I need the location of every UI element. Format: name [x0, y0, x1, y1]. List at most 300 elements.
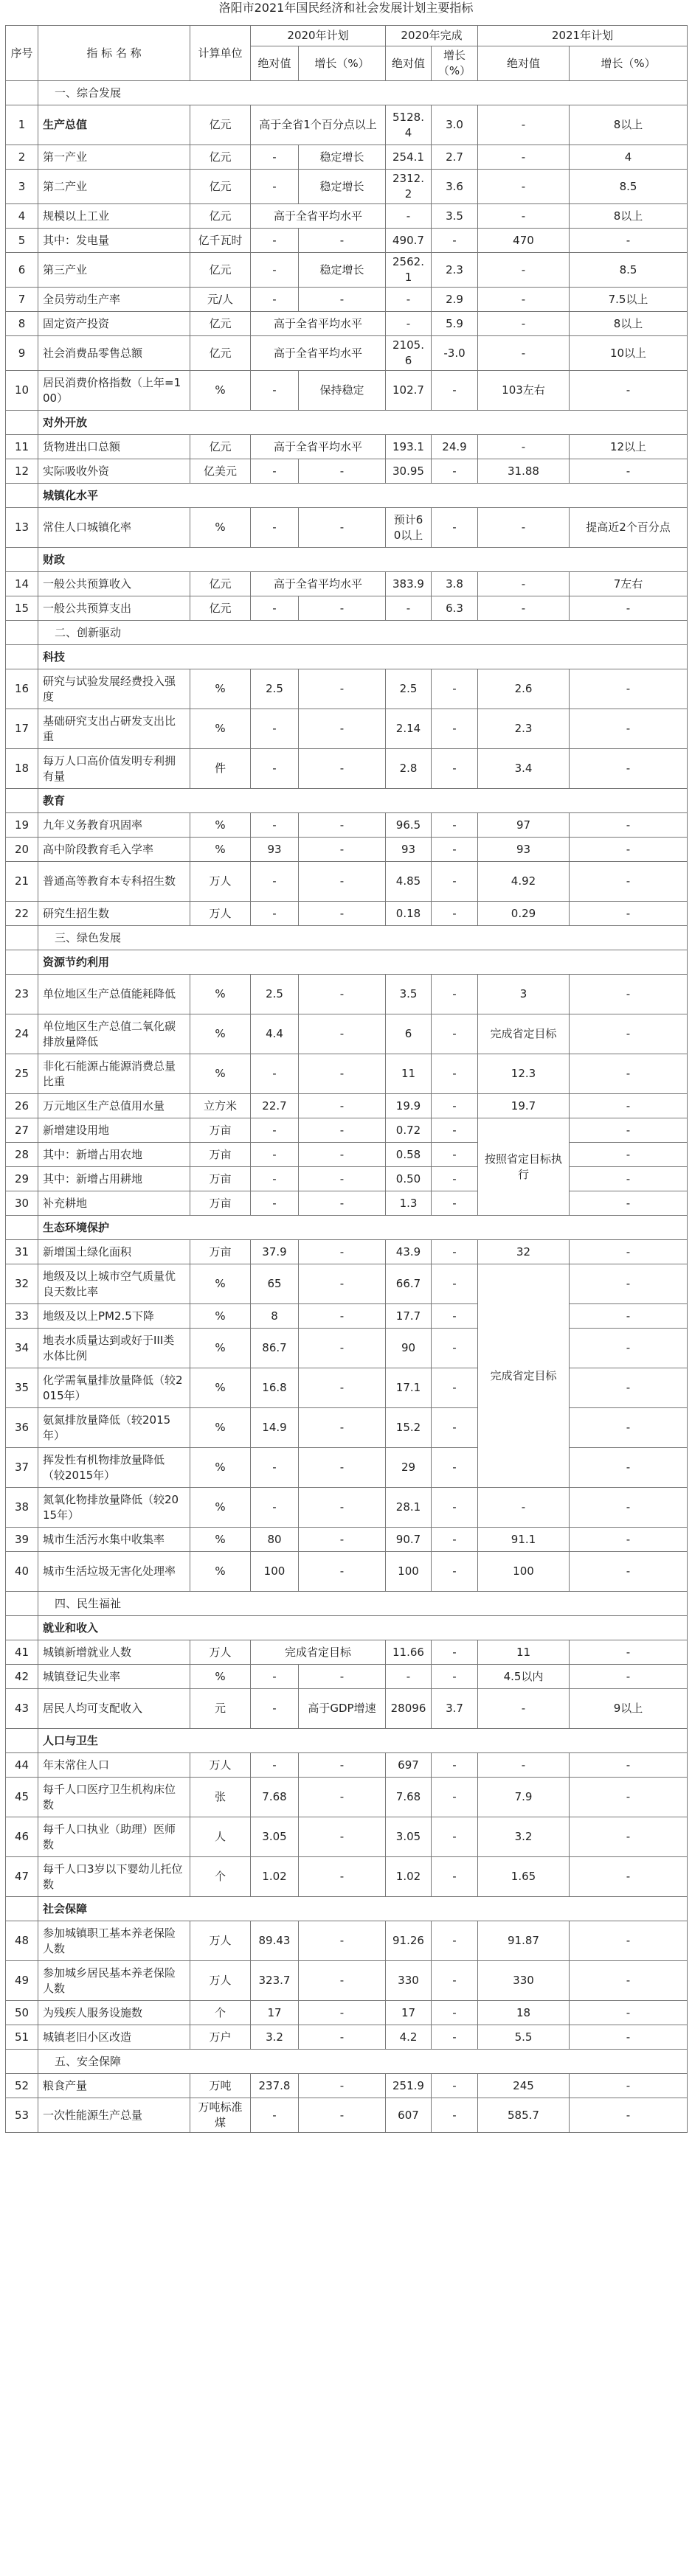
- plan-2020-growth: -: [299, 1143, 386, 1167]
- plan-2020-growth: -: [299, 838, 386, 862]
- row-name: 单位地区生产总值能耗降低: [38, 975, 190, 1014]
- plan-2020-abs: -: [251, 1448, 299, 1488]
- row-seq: [6, 645, 38, 669]
- row-seq: 23: [6, 975, 38, 1014]
- plan-2020-abs: -: [251, 1054, 299, 1094]
- row-unit: %: [190, 1528, 251, 1552]
- plan-2021-abs: 18: [478, 2001, 570, 2025]
- table-row: [6, 1921, 688, 1961]
- row-name: 粮食产量: [38, 2074, 190, 2098]
- done-2020-abs: 19.9: [386, 1094, 432, 1118]
- plan-2020-abs: 2.5: [251, 669, 299, 709]
- plan-2020-abs: 1.02: [251, 1857, 299, 1897]
- plan-2020-abs: -: [251, 1488, 299, 1528]
- done-2020-growth: -: [432, 1921, 478, 1961]
- row-seq: 44: [6, 1753, 38, 1778]
- row-name: 补充耕地: [38, 1191, 190, 1216]
- row-unit: 万亩: [190, 1167, 251, 1191]
- plan-2021-growth: 12以上: [570, 435, 688, 459]
- plan-2020-growth: -: [299, 975, 386, 1014]
- table-row: [6, 813, 688, 838]
- plan-2021-abs: -: [478, 312, 570, 336]
- row-unit: %: [190, 669, 251, 709]
- table-row: [6, 1961, 688, 2001]
- plan-2021-abs: 完成省定目标: [478, 1014, 570, 1054]
- plan-2021-growth: -: [570, 1167, 688, 1191]
- table-row: [6, 862, 688, 902]
- done-2020-growth: -: [432, 1368, 478, 1408]
- done-2020-abs: 28.1: [386, 1488, 432, 1528]
- done-2020-abs: 90: [386, 1329, 432, 1368]
- section-label: 就业和收入: [38, 1616, 688, 1640]
- row-unit: %: [190, 508, 251, 548]
- row-name: 每万人口高价值发明专利拥有量: [38, 749, 190, 789]
- done-2020-growth: -: [432, 229, 478, 253]
- plan-2021-growth: -: [570, 1961, 688, 2001]
- category-label: 一、综合发展: [38, 81, 688, 105]
- section-label: 财政: [38, 548, 688, 572]
- row-seq: 49: [6, 1961, 38, 2001]
- row-seq: 14: [6, 572, 38, 596]
- row-seq: 37: [6, 1448, 38, 1488]
- section-label: 科技: [38, 645, 688, 669]
- plan-2021-growth: -: [570, 862, 688, 902]
- row-unit: 万亩: [190, 1143, 251, 1167]
- done-2020-growth: -: [432, 1118, 478, 1143]
- plan-2020-combined: 高于全省1个百分点以上: [251, 105, 386, 145]
- plan-2021-growth: -: [570, 1640, 688, 1665]
- plan-2021-abs: 585.7: [478, 2098, 570, 2133]
- plan-2021-growth: 8.5: [570, 170, 688, 204]
- plan-2021-growth: -: [570, 2098, 688, 2133]
- plan-2021-abs: -: [478, 572, 570, 596]
- row-name: 挥发性有机物排放量降低（较2015年）: [38, 1448, 190, 1488]
- done-2020-growth: -: [432, 1304, 478, 1329]
- done-2020-abs: 预计60以上: [386, 508, 432, 548]
- row-name: 氮氧化物排放量降低（较2015年）: [38, 1488, 190, 1528]
- plan-2021-growth: -: [570, 2074, 688, 2098]
- done-2020-abs: 28096: [386, 1689, 432, 1729]
- table-row: [6, 1408, 688, 1448]
- row-name: 非化石能源占能源消费总量比重: [38, 1054, 190, 1094]
- row-seq: 3: [6, 170, 38, 204]
- row-seq: 26: [6, 1094, 38, 1118]
- plan-2021-growth: -: [570, 2025, 688, 2050]
- done-2020-abs: -: [386, 312, 432, 336]
- plan-2021-abs: -: [478, 435, 570, 459]
- table-row: [6, 975, 688, 1014]
- plan-2021-abs: -: [478, 170, 570, 204]
- section-label: 城镇化水平: [38, 484, 688, 508]
- plan-2020-abs: -: [251, 253, 299, 288]
- header-abs: 绝对值: [251, 46, 299, 81]
- plan-2021-abs: 0.29: [478, 902, 570, 926]
- section-row: [6, 645, 688, 669]
- plan-2021-abs: 19.7: [478, 1094, 570, 1118]
- table-row: [6, 1329, 688, 1368]
- row-unit: %: [190, 1552, 251, 1592]
- row-seq: 21: [6, 862, 38, 902]
- done-2020-abs: 2.14: [386, 709, 432, 749]
- row-unit: 万吨标准煤: [190, 2098, 251, 2133]
- plan-2020-growth: -: [299, 1304, 386, 1329]
- row-unit: %: [190, 1665, 251, 1689]
- done-2020-abs: 2562.1: [386, 253, 432, 288]
- plan-2021-abs: 11: [478, 1640, 570, 1665]
- table-row: [6, 1448, 688, 1488]
- row-unit: 立方米: [190, 1094, 251, 1118]
- row-name: 货物进出口总额: [38, 435, 190, 459]
- done-2020-growth: -: [432, 1448, 478, 1488]
- row-name: 地级及以上城市空气质量优良天数比率: [38, 1264, 190, 1304]
- done-2020-abs: 607: [386, 2098, 432, 2133]
- row-seq: 42: [6, 1665, 38, 1689]
- row-unit: 张: [190, 1778, 251, 1817]
- row-name: 常住人口城镇化率: [38, 508, 190, 548]
- row-seq: [6, 411, 38, 435]
- header-growth: 增长（%）: [299, 46, 386, 81]
- plan-2021-abs: 按照省定目标执行: [478, 1118, 570, 1216]
- plan-2020-growth: -: [299, 1857, 386, 1897]
- done-2020-growth: -: [432, 1528, 478, 1552]
- plan-2020-growth: 保持稳定: [299, 371, 386, 411]
- plan-2021-abs: -: [478, 288, 570, 312]
- done-2020-growth: -: [432, 975, 478, 1014]
- row-seq: 48: [6, 1921, 38, 1961]
- done-2020-growth: -: [432, 862, 478, 902]
- plan-2020-growth: -: [299, 1817, 386, 1857]
- plan-2020-abs: -: [251, 229, 299, 253]
- row-seq: 25: [6, 1054, 38, 1094]
- header-name: 指 标 名 称: [38, 26, 190, 81]
- section-row: [6, 1897, 688, 1921]
- row-unit: 万人: [190, 1640, 251, 1665]
- table-row: [6, 1665, 688, 1689]
- row-seq: 9: [6, 336, 38, 371]
- table-row: [6, 435, 688, 459]
- row-name: 城镇新增就业人数: [38, 1640, 190, 1665]
- plan-2021-growth: -: [570, 1264, 688, 1304]
- plan-2021-growth: -: [570, 1368, 688, 1408]
- plan-2021-abs: 1.65: [478, 1857, 570, 1897]
- row-seq: 41: [6, 1640, 38, 1665]
- row-name: 城镇老旧小区改造: [38, 2025, 190, 2050]
- row-seq: 32: [6, 1264, 38, 1304]
- done-2020-abs: 91.26: [386, 1921, 432, 1961]
- plan-2021-abs: 5.5: [478, 2025, 570, 2050]
- plan-2021-growth: -: [570, 838, 688, 862]
- done-2020-growth: 2.3: [432, 253, 478, 288]
- plan-2021-growth: -: [570, 1552, 688, 1592]
- category-row: [6, 926, 688, 950]
- done-2020-growth: -3.0: [432, 336, 478, 371]
- done-2020-abs: 330: [386, 1961, 432, 2001]
- category-row: [6, 81, 688, 105]
- row-seq: 45: [6, 1778, 38, 1817]
- plan-2020-growth: -: [299, 1528, 386, 1552]
- plan-2020-growth: -: [299, 2001, 386, 2025]
- table-row: [6, 1528, 688, 1552]
- row-unit: %: [190, 975, 251, 1014]
- plan-2021-growth: -: [570, 902, 688, 926]
- category-label: 四、民生福祉: [38, 1592, 688, 1616]
- plan-2020-growth: -: [299, 229, 386, 253]
- row-seq: 51: [6, 2025, 38, 2050]
- plan-2020-growth: -: [299, 2074, 386, 2098]
- done-2020-abs: 3.05: [386, 1817, 432, 1857]
- table-row: [6, 371, 688, 411]
- table-row: [6, 2098, 688, 2133]
- plan-2021-growth: -: [570, 1118, 688, 1143]
- plan-2020-abs: 89.43: [251, 1921, 299, 1961]
- row-name: 其中：发电量: [38, 229, 190, 253]
- plan-2021-abs: -: [478, 596, 570, 621]
- plan-2021-abs: 91.1: [478, 1528, 570, 1552]
- plan-2021-abs: 97: [478, 813, 570, 838]
- table-row: [6, 1817, 688, 1857]
- table-row: [6, 288, 688, 312]
- table-row: [6, 204, 688, 229]
- row-name: 实际吸收外资: [38, 459, 190, 484]
- plan-2021-abs: 31.88: [478, 459, 570, 484]
- done-2020-growth: -: [432, 1167, 478, 1191]
- done-2020-growth: -: [432, 2098, 478, 2133]
- row-seq: 20: [6, 838, 38, 862]
- row-name: 参加城乡居民基本养老保险人数: [38, 1961, 190, 2001]
- plan-2021-abs: 2.6: [478, 669, 570, 709]
- plan-2021-growth: -: [570, 596, 688, 621]
- plan-2020-abs: 93: [251, 838, 299, 862]
- row-name: 研究生招生数: [38, 902, 190, 926]
- plan-2020-growth: 稳定增长: [299, 253, 386, 288]
- plan-2020-growth: 高于GDP增速: [299, 1689, 386, 1729]
- row-unit: 万人: [190, 1961, 251, 2001]
- plan-2021-abs: -: [478, 204, 570, 229]
- row-name: 第一产业: [38, 145, 190, 170]
- category-row: [6, 1592, 688, 1616]
- row-name: 其中：新增占用耕地: [38, 1167, 190, 1191]
- table-row: [6, 1368, 688, 1408]
- plan-2020-growth: -: [299, 1552, 386, 1592]
- plan-2021-growth: -: [570, 1408, 688, 1448]
- done-2020-abs: 1.02: [386, 1857, 432, 1897]
- row-name: 氨氮排放量降低（较2015年）: [38, 1408, 190, 1448]
- plan-2020-growth: -: [299, 902, 386, 926]
- plan-2020-abs: -: [251, 749, 299, 789]
- row-seq: 24: [6, 1014, 38, 1054]
- done-2020-growth: -: [432, 1640, 478, 1665]
- plan-2020-abs: 17: [251, 2001, 299, 2025]
- row-seq: 7: [6, 288, 38, 312]
- done-2020-abs: 11.66: [386, 1640, 432, 1665]
- plan-2021-growth: 10以上: [570, 336, 688, 371]
- row-name: 地表水质量达到或好于III类水体比例: [38, 1329, 190, 1368]
- plan-2020-abs: -: [251, 1753, 299, 1778]
- table-row: [6, 1167, 688, 1191]
- row-seq: 38: [6, 1488, 38, 1528]
- row-seq: 13: [6, 508, 38, 548]
- done-2020-abs: 697: [386, 1753, 432, 1778]
- row-seq: 33: [6, 1304, 38, 1329]
- done-2020-abs: 17.1: [386, 1368, 432, 1408]
- row-name: 城市生活垃圾无害化处理率: [38, 1552, 190, 1592]
- row-name: 地级及以上PM2.5下降: [38, 1304, 190, 1329]
- done-2020-abs: 5128.4: [386, 105, 432, 145]
- header-seq: 序号: [6, 26, 38, 81]
- plan-2021-growth: -: [570, 669, 688, 709]
- row-unit: 万户: [190, 2025, 251, 2050]
- header-plan-2020: 2020年计划: [251, 26, 386, 46]
- row-unit: 万吨: [190, 2074, 251, 2098]
- done-2020-growth: 6.3: [432, 596, 478, 621]
- row-seq: [6, 1216, 38, 1240]
- plan-2020-abs: -: [251, 459, 299, 484]
- done-2020-abs: 1.3: [386, 1191, 432, 1216]
- row-unit: %: [190, 1054, 251, 1094]
- row-unit: 万亩: [190, 1118, 251, 1143]
- done-2020-growth: -: [432, 1961, 478, 2001]
- header-abs: 绝对值: [478, 46, 570, 81]
- done-2020-growth: -: [432, 2074, 478, 2098]
- done-2020-abs: 66.7: [386, 1264, 432, 1304]
- plan-2021-growth: -: [570, 1817, 688, 1857]
- row-seq: 10: [6, 371, 38, 411]
- row-seq: [6, 81, 38, 105]
- category-row: [6, 2050, 688, 2074]
- plan-2020-abs: -: [251, 371, 299, 411]
- plan-2021-growth: -: [570, 1448, 688, 1488]
- done-2020-abs: 15.2: [386, 1408, 432, 1448]
- plan-2021-abs: 4.92: [478, 862, 570, 902]
- plan-2020-combined: 高于全省平均水平: [251, 204, 386, 229]
- done-2020-abs: 490.7: [386, 229, 432, 253]
- plan-2020-combined: 高于全省平均水平: [251, 336, 386, 371]
- row-seq: 11: [6, 435, 38, 459]
- section-row: [6, 548, 688, 572]
- done-2020-abs: 102.7: [386, 371, 432, 411]
- table-row: [6, 1778, 688, 1817]
- row-unit: 亿元: [190, 170, 251, 204]
- row-seq: 53: [6, 2098, 38, 2133]
- row-name: 基础研究支出占研发支出比重: [38, 709, 190, 749]
- row-seq: 52: [6, 2074, 38, 2098]
- row-seq: [6, 548, 38, 572]
- row-seq: 36: [6, 1408, 38, 1448]
- table-row: [6, 1094, 688, 1118]
- plan-2020-growth: -: [299, 669, 386, 709]
- row-seq: [6, 1616, 38, 1640]
- table-row: [6, 1054, 688, 1094]
- row-unit: %: [190, 1329, 251, 1368]
- section-row: [6, 950, 688, 975]
- row-unit: %: [190, 1448, 251, 1488]
- plan-2020-abs: 3.2: [251, 2025, 299, 2050]
- row-unit: %: [190, 709, 251, 749]
- plan-2021-abs: -: [478, 508, 570, 548]
- plan-2021-growth: -: [570, 1329, 688, 1368]
- table-row: [6, 596, 688, 621]
- done-2020-abs: 0.58: [386, 1143, 432, 1167]
- section-row: [6, 1616, 688, 1640]
- done-2020-abs: 43.9: [386, 1240, 432, 1264]
- done-2020-growth: -: [432, 813, 478, 838]
- done-2020-growth: -: [432, 2001, 478, 2025]
- row-seq: 15: [6, 596, 38, 621]
- table-row: [6, 105, 688, 145]
- row-unit: 元/人: [190, 288, 251, 312]
- done-2020-growth: -: [432, 1665, 478, 1689]
- plan-2021-abs: 3.4: [478, 749, 570, 789]
- row-name: 第三产业: [38, 253, 190, 288]
- row-name: 一次性能源生产总量: [38, 2098, 190, 2133]
- done-2020-growth: 3.5: [432, 204, 478, 229]
- plan-2021-growth: -: [570, 813, 688, 838]
- plan-2021-abs: 3.2: [478, 1817, 570, 1857]
- plan-2021-abs: 4.5以内: [478, 1665, 570, 1689]
- plan-2020-abs: -: [251, 170, 299, 204]
- plan-2021-growth: 8以上: [570, 204, 688, 229]
- plan-2021-abs: -: [478, 1488, 570, 1528]
- row-seq: 2: [6, 145, 38, 170]
- plan-2020-abs: -: [251, 902, 299, 926]
- done-2020-growth: -: [432, 1552, 478, 1592]
- section-row: [6, 484, 688, 508]
- done-2020-growth: -: [432, 709, 478, 749]
- indicator-table: [5, 25, 688, 2133]
- done-2020-growth: -: [432, 1817, 478, 1857]
- row-seq: 34: [6, 1329, 38, 1368]
- row-seq: [6, 950, 38, 975]
- row-unit: 亿元: [190, 572, 251, 596]
- section-row: [6, 789, 688, 813]
- done-2020-abs: 4.2: [386, 2025, 432, 2050]
- done-2020-growth: -: [432, 1488, 478, 1528]
- plan-2020-growth: -: [299, 1408, 386, 1448]
- category-label: 二、创新驱动: [38, 621, 688, 645]
- plan-2021-abs: 2.3: [478, 709, 570, 749]
- plan-2021-growth: -: [570, 749, 688, 789]
- table-row: [6, 145, 688, 170]
- plan-2020-abs: -: [251, 1143, 299, 1167]
- plan-2020-abs: 37.9: [251, 1240, 299, 1264]
- plan-2021-growth: -: [570, 1304, 688, 1329]
- table-row: [6, 1753, 688, 1778]
- plan-2021-growth: 8.5: [570, 253, 688, 288]
- plan-2021-growth: -: [570, 1143, 688, 1167]
- table-row: [6, 508, 688, 548]
- table-row: [6, 229, 688, 253]
- done-2020-growth: -: [432, 1014, 478, 1054]
- section-label: 生态环境保护: [38, 1216, 688, 1240]
- plan-2020-abs: -: [251, 508, 299, 548]
- done-2020-growth: -: [432, 1054, 478, 1094]
- section-row: [6, 1729, 688, 1753]
- done-2020-growth: -: [432, 838, 478, 862]
- table-row: [6, 2025, 688, 2050]
- row-seq: [6, 1729, 38, 1753]
- row-name: 高中阶段教育毛入学率: [38, 838, 190, 862]
- row-unit: %: [190, 813, 251, 838]
- done-2020-growth: -: [432, 1240, 478, 1264]
- table-row: [6, 669, 688, 709]
- category-row: [6, 621, 688, 645]
- plan-2020-growth: -: [299, 1753, 386, 1778]
- done-2020-growth: 3.7: [432, 1689, 478, 1729]
- table-row: [6, 1488, 688, 1528]
- done-2020-abs: 7.68: [386, 1778, 432, 1817]
- plan-2020-abs: 2.5: [251, 975, 299, 1014]
- header-abs: 绝对值: [386, 46, 432, 81]
